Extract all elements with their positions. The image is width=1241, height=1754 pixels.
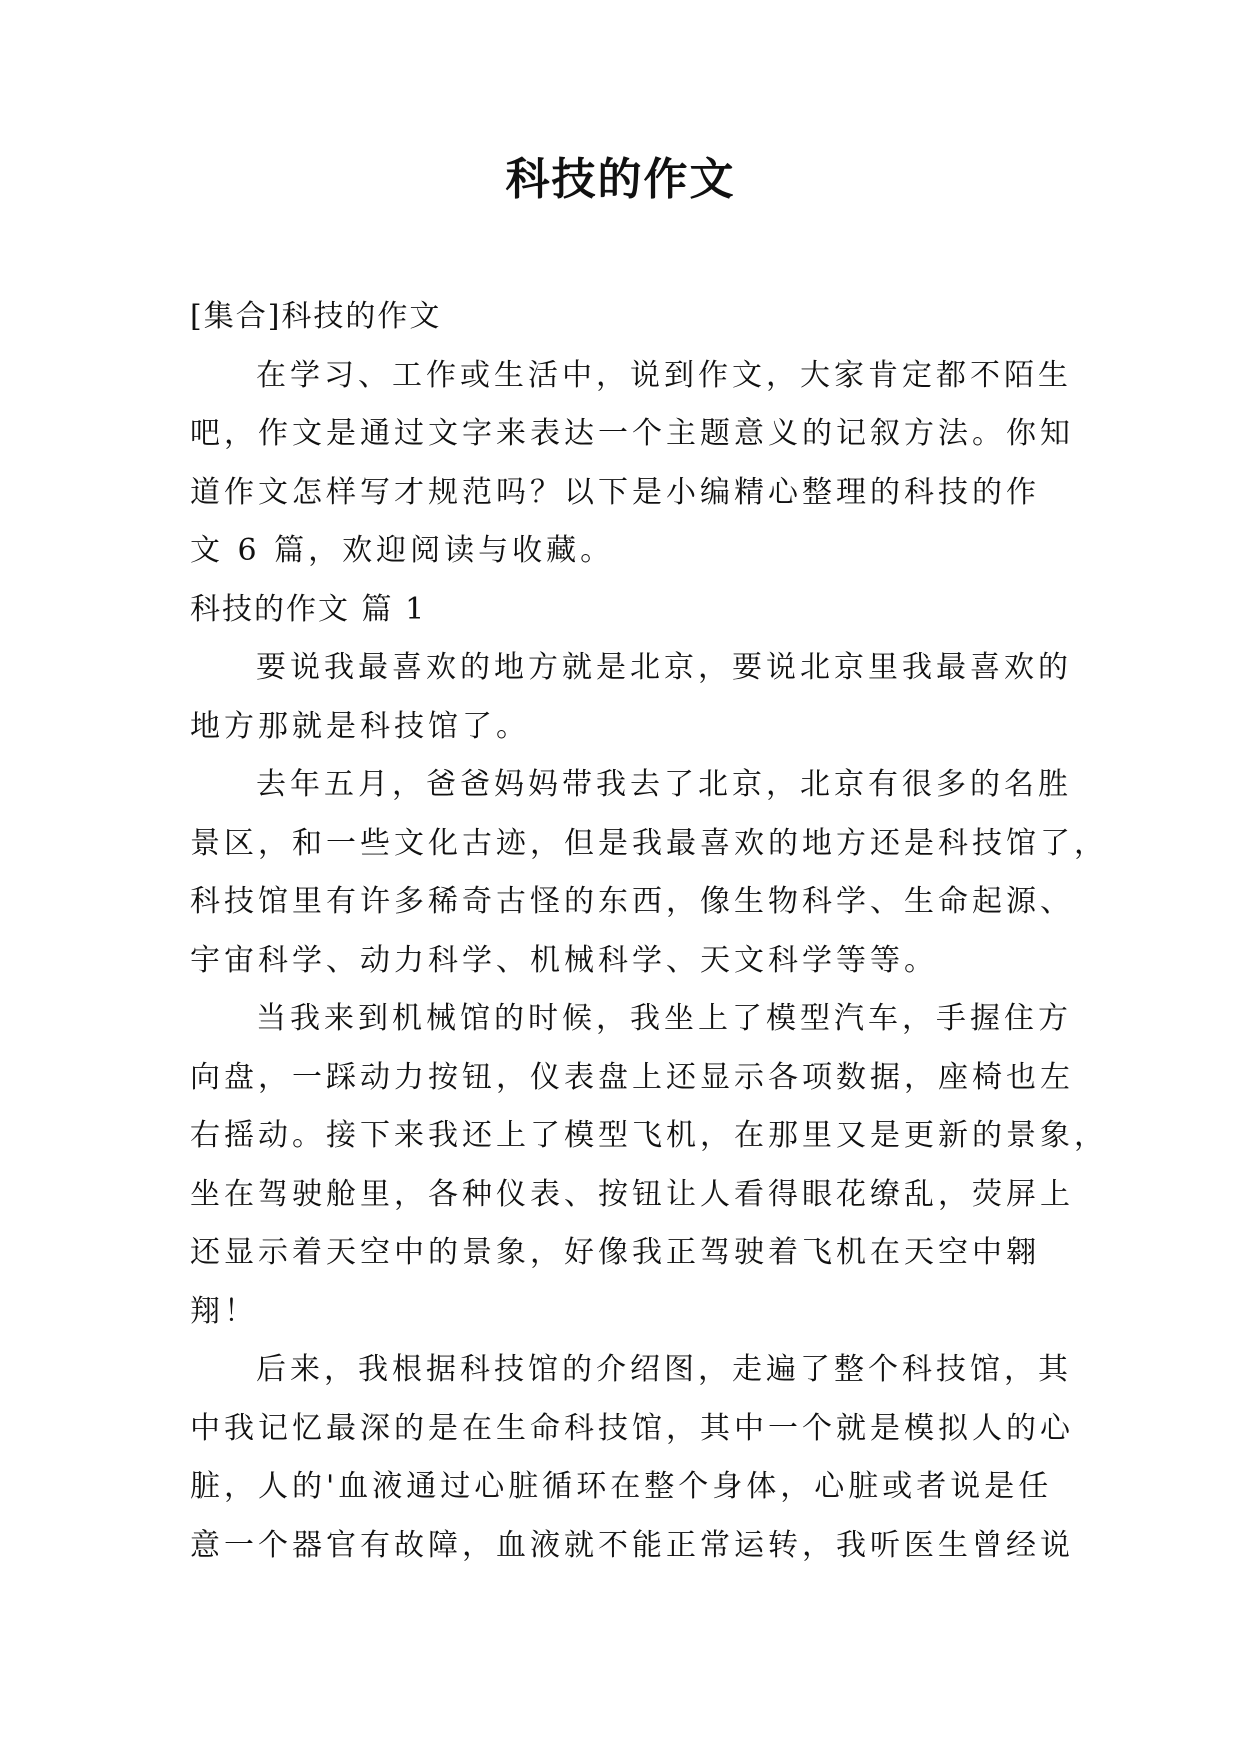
body-text-line: 地方那就是科技馆了。 [190,708,530,744]
body-text-line: 宇宙科学、动力科学、机械科学、天文科学等等。 [190,942,938,978]
body-text-line: 后来，我根据科技馆的介绍图，走遍了整个科技馆，其 [256,1352,1072,1387]
body-text-line: 向盘，一踩动力按钮，仪表盘上还显示各项数据，座椅也左 [190,1059,1074,1095]
body-text-line: 中我记忆最深的是在生命科技馆，其中一个就是模拟人的心 [190,1410,1074,1446]
body-text-line: 脏，人的'血液通过心脏循环在整个身体，心脏或者说是任 [190,1469,1053,1504]
document-title: 科技的作文 [505,154,736,205]
body-text-line: 右摇动。接下来我还上了模型飞机，在那里又是更新的景象， [190,1118,1108,1153]
body-text-line: 坐在驾驶舱里，各种仪表、按钮让人看得眼花缭乱，荧屏上 [190,1176,1074,1212]
body-text-line: 还显示着天空中的景象，好像我正驾驶着飞机在天空中翱 [190,1235,1040,1270]
body-text-line: 在学习、工作或生活中，说到作文，大家肯定都不陌生 [256,357,1072,393]
body-text-line: 当我来到机械馆的时候，我坐上了模型汽车，手握住方 [256,1001,1072,1036]
section-heading-line: 科技的作文 篇 1 [190,591,427,627]
body-text-line: 科技馆里有许多稀奇古怪的东西，像生物科学、生命起源、 [190,884,1074,919]
section-heading-line: [集合]科技的作文 [190,299,442,334]
body-text-line: 要说我最喜欢的地方就是北京，要说北京里我最喜欢的 [256,650,1072,685]
body-text-line: 吧，作文是通过文字来表达一个主题意义的记叙方法。你知 [190,416,1074,451]
body-text-line: 翔！ [190,1293,258,1329]
body-text-line: 道作文怎样写才规范吗？以下是小编精心整理的科技的作 [190,474,1040,510]
body-text-line: 景区，和一些文化古迹，但是我最喜欢的地方还是科技馆了， [190,825,1108,861]
body-text-line: 文 6 篇，欢迎阅读与收藏。 [190,533,615,568]
document-body [190,288,1108,1575]
body-text-line: 意一个器官有故障，血液就不能正常运转，我听医生曾经说 [190,1527,1074,1563]
body-text-line: 去年五月，爸爸妈妈带我去了北京，北京有很多的名胜 [256,767,1072,802]
